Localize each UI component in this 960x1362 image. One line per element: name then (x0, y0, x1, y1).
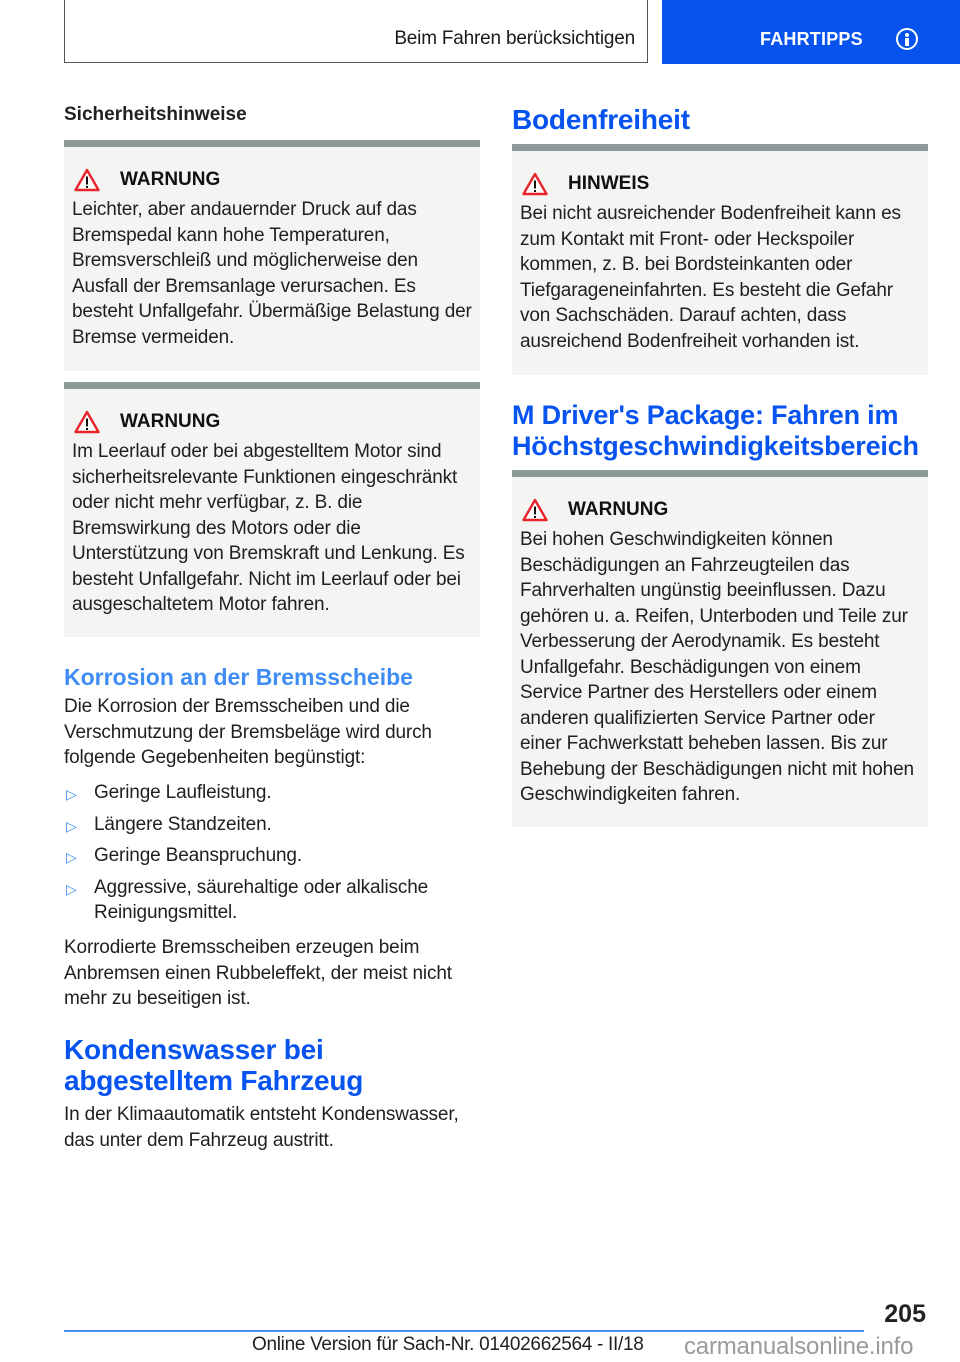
warning-text: Leichter, aber andauernder Druck auf das Bremspedal kann hohe Temperaturen, Bremsverschleiß und möglicherweise den Ausfall der Bremsanlage verursachen. Es besteht Unfallgefahr. Übermäßige Belastung der Bremse vermeiden. (72, 199, 472, 348)
warning-triangle-icon (74, 410, 100, 434)
notice-text: Bei nicht ausreichender Bodenfreiheit kann es zum Kontakt mit Front- oder Heckspoiler kommen, z. B. bei Bordsteinkanten oder Tiefgarageneinfahrten. Es besteht die Gefahr von Sachschäden. Darauf achten, dass ausreichend Bodenfreiheit vorhanden ist. (520, 203, 901, 352)
breadcrumb: Beim Fahren berücksichtigen (394, 28, 635, 49)
list-item: ▷ Längere Standzeiten. (66, 813, 272, 835)
warning-triangle-icon (522, 172, 548, 196)
corrosion-outro: Korrodierte Bremsscheiben erzeugen beim Anbremsen einen Rubbeleffekt, der meist nicht mehr zu beseitigen ist. (64, 937, 452, 1009)
list-item: ▷ Aggressive, säurehaltige oder alkalische Reinigungsmittel. (66, 876, 429, 923)
bullet-triangle-icon: ▷ (66, 849, 77, 865)
section-subheading: Sicherheitshinweise (64, 104, 247, 125)
notice-box (512, 144, 928, 375)
warning-box (512, 470, 928, 827)
warning-text: Im Leerlauf oder bei abgestelltem Motor sind sicherheitsrelevante Funktionen eingeschränkt oder nicht mehr verfügbar, z. B. die Bremswirkung des Motors oder die Unterstützung von Bremskraft und Lenkung. Es besteht Unfallgefahr. Nicht im Leerlauf oder bei ausgeschaltetem Motor fahren. (72, 441, 465, 615)
bullet-triangle-icon: ▷ (66, 817, 77, 834)
warning-title: WARNUNG (120, 411, 221, 432)
header-breadcrumb-box (64, 0, 648, 63)
chapter-tab[interactable] (662, 0, 960, 64)
list-item: ▷ Geringe Laufleistung. (66, 782, 272, 803)
page-number: 205 (884, 1300, 926, 1328)
warning-triangle-icon (522, 498, 548, 522)
notice-title: HINWEIS (568, 173, 650, 194)
warning-box (64, 382, 480, 637)
watermark: carmanualsonline.info (684, 1333, 914, 1360)
list-item: ▷ Geringe Beanspruchung. (66, 845, 302, 866)
corrosion-heading: Korrosion an der Bremsscheibe (64, 664, 413, 690)
ground-clearance-heading: Bodenfreiheit (512, 104, 690, 135)
warning-title: WARNUNG (120, 169, 221, 190)
warning-text: Bei hohen Geschwindigkeiten können Beschädigungen an Fahrzeugteilen das Fahrverhalten ungünstig beeinflussen. Dazu gehören u. a. Reifen, Unterboden und Teile zur Verbesserung der Aerodynamik. Es besteht Unfallgefahr. Beschädigungen von einem Service Partner des Herstellers oder einem anderen qualifizierten Service Partner oder einer Fachwerkstatt beheben lassen. Bis zur Behebung der Beschädigungen nicht mit hohen Geschwindigkeiten fahren. (520, 529, 914, 805)
condensation-text: In der Klimaautomatik entsteht Kondenswasser, das unter dem Fahrzeug austritt. (64, 1104, 459, 1151)
online-version-text: Online Version für Sach-Nr. 01402662564 - II/18 (252, 1334, 644, 1355)
footer-divider (64, 1330, 864, 1332)
chapter-title: FAHRTIPPS (760, 29, 863, 49)
warning-box (64, 140, 480, 371)
warning-title: WARNUNG (568, 499, 669, 520)
bullet-triangle-icon: ▷ (66, 786, 77, 802)
m-drivers-package-heading: M Driver's Package: Fahren im Höchstgeschwindigkeitsbereich (512, 400, 919, 461)
condensation-heading: Kondenswasser bei abgestelltem Fahrzeug (64, 1034, 364, 1096)
info-icon (896, 28, 918, 50)
bullet-triangle-icon: ▷ (66, 880, 77, 897)
warning-triangle-icon (74, 168, 100, 192)
corrosion-bullet-list (64, 780, 480, 932)
corrosion-intro: Die Korrosion der Bremsscheiben und die Verschmutzung der Bremsbeläge wird durch folgende Gegebenheiten begünstigt: (64, 696, 432, 768)
